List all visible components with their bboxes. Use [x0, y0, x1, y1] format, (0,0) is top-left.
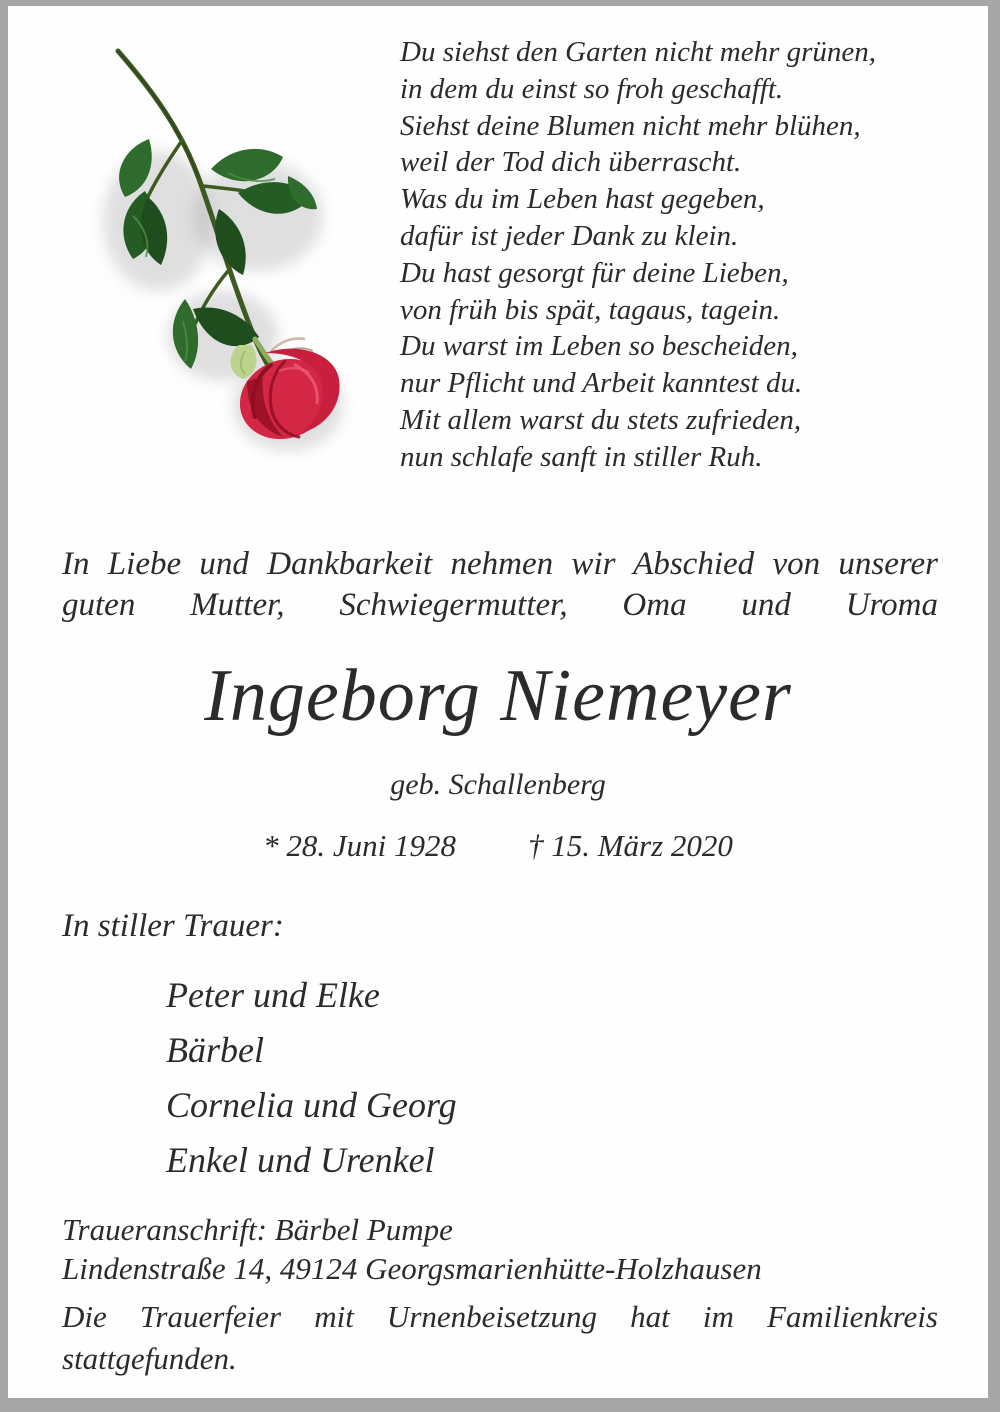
obituary-card	[8, 6, 988, 1398]
rose-image	[33, 21, 363, 481]
poem-line: Du hast gesorgt für deine Lieben,	[400, 256, 789, 289]
birth-date: * 28. Juni 1928	[263, 828, 456, 863]
poem-line: dafür ist jeder Dank zu klein.	[400, 219, 739, 252]
mourner-entry: Peter und Elke	[166, 975, 380, 1015]
poem-line: Du siehst den Garten nicht mehr grünen,	[400, 36, 877, 68]
poem-line: von früh bis spät, tagaus, tagein.	[400, 293, 781, 326]
memorial-poem	[400, 34, 952, 476]
poem-line: weil der Tod dich überrascht.	[400, 146, 742, 179]
closing-note: Die Trauerfeier mit Urnenbeisetzung hat im Familienkreis stattgefunden.	[62, 1299, 938, 1376]
poem-line: nur Pflicht und Arbeit kanntest du.	[400, 367, 803, 400]
mourner-entry: Enkel und Urenkel	[166, 1140, 435, 1180]
poem-line: nun schlafe sanft in stiller Ruh.	[400, 440, 763, 473]
poem-line: Du warst im Leben so bescheiden,	[400, 330, 798, 363]
maiden-name: geb. Schallenberg	[390, 768, 606, 801]
mourner-entry: Cornelia und Georg	[166, 1085, 457, 1125]
deceased-name: Ingeborg Niemeyer	[204, 655, 792, 737]
poem-line: in dem du einst so froh geschafft.	[400, 72, 784, 105]
life-dates	[8, 828, 988, 864]
farewell-intro: In Liebe und Dankbarkeit nehmen wir Abschied von unserer guten Mutter, Schwiegermutter, Oma und Uroma	[62, 546, 938, 623]
mourner-entry: Bärbel	[166, 1030, 264, 1070]
address-line: Traueranschrift: Bärbel Pumpe	[62, 1212, 453, 1247]
condolence-address	[62, 1210, 942, 1288]
poem-line: Siehst deine Blumen nicht mehr blühen,	[400, 109, 861, 142]
mourners-list	[166, 968, 457, 1188]
poem-line: Was du im Leben hast gegeben,	[400, 183, 765, 216]
address-line: Lindenstraße 14, 49124 Georgsmarienhütte-Holzhausen	[62, 1251, 762, 1286]
mourning-label: In stiller Trauer:	[62, 908, 284, 944]
poem-line: Mit allem warst du stets zufrieden,	[400, 403, 802, 436]
death-date: † 15. März 2020	[527, 828, 733, 863]
